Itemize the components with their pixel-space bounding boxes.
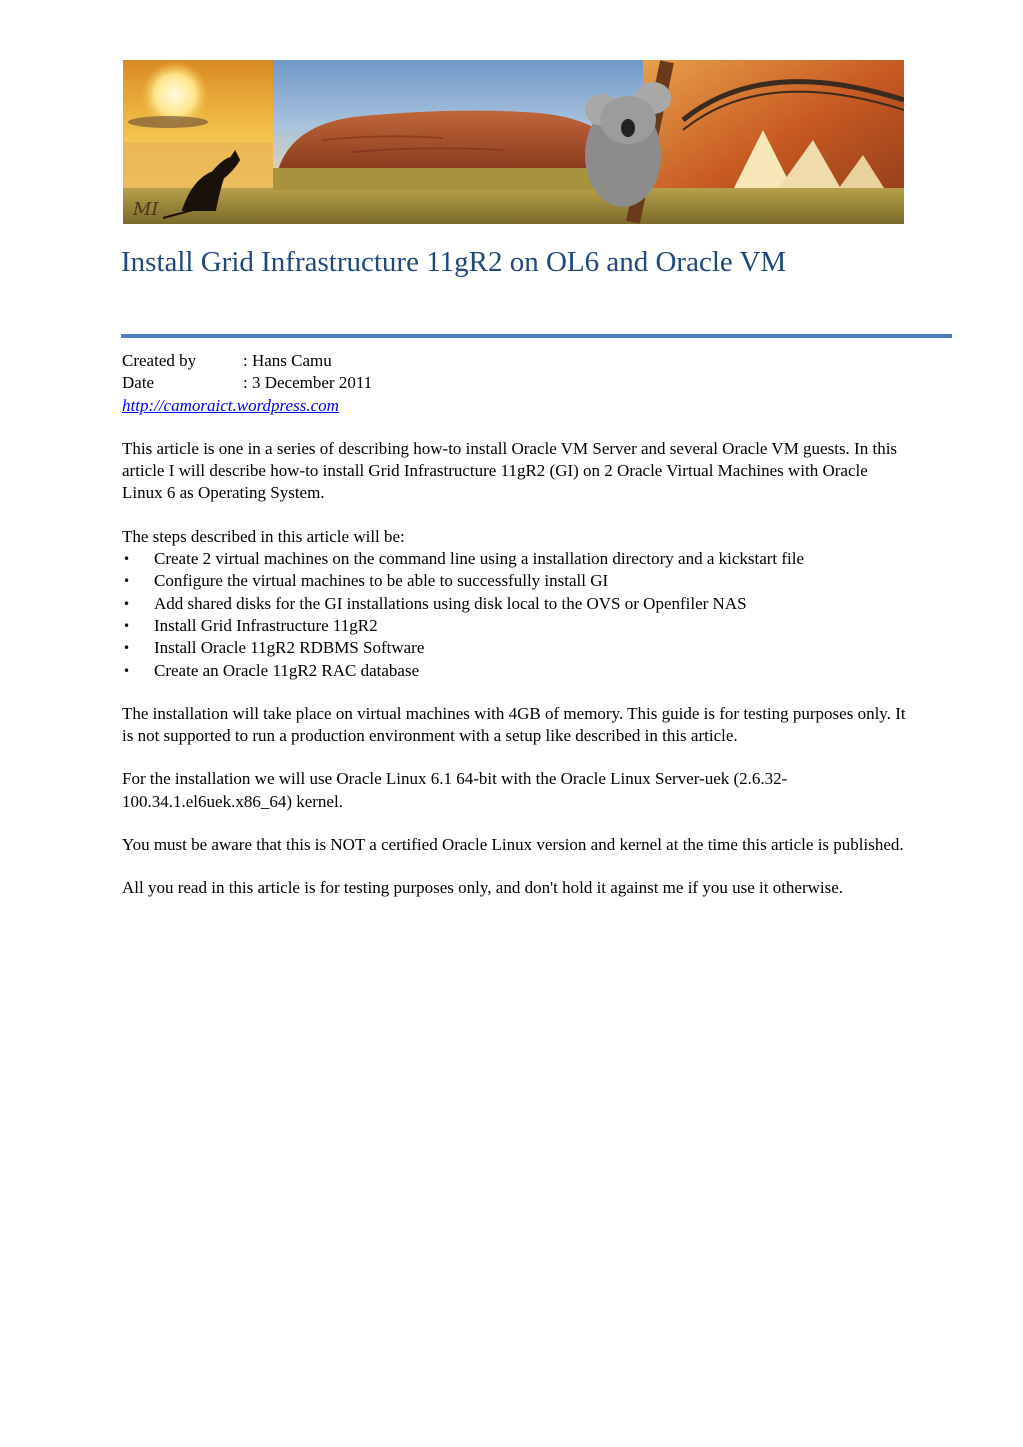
step-text: Add shared disks for the GI installations using disk local to the OVS or Openfiler NAS	[154, 593, 747, 613]
header-banner-image	[123, 60, 904, 224]
bullet-icon: •	[123, 618, 131, 633]
memory-paragraph: The installation will take place on virtual machines with 4GB of memory. This guide is for testing purposes only. It is not supported to run a production environment with a setup like described in this article.	[122, 703, 906, 746]
intro-paragraph: This article is one in a series of describing how-to install Oracle VM Server and several Oracle VM guests. In this article I will describe how-to install Grid Infrastructure 11gR2 (GI) on 2 Oracle Virtual Machines with Oracle Linux 6 as Operating System.	[122, 438, 898, 503]
list-item	[122, 615, 912, 637]
bullet-icon: •	[123, 574, 131, 589]
list-item	[122, 548, 912, 570]
list-item	[122, 637, 912, 659]
blog-link[interactable]: http://camoraict.wordpress.com	[122, 395, 339, 415]
document-title: Install Grid Infrastructure 11gR2 on OL6 and Oracle VM	[121, 246, 787, 278]
created-by-row	[122, 350, 912, 372]
bullet-icon: •	[123, 552, 131, 567]
disclaimer-paragraph: All you read in this article is for testing purposes only, and don't hold it against me if you use it otherwise.	[122, 878, 844, 898]
banner-signature: MI	[133, 199, 159, 220]
created-by-value: : Hans Camu	[243, 351, 332, 370]
bullet-icon: •	[123, 641, 131, 656]
bullet-icon: •	[123, 596, 131, 611]
certification-paragraph: You must be aware that this is NOT a certified Oracle Linux version and kernel at the time this article is published.	[122, 835, 904, 855]
steps-list	[122, 548, 912, 682]
step-text: Install Oracle 11gR2 RDBMS Software	[154, 638, 425, 658]
date-value: : 3 December 2011	[243, 373, 373, 393]
date-label: Date	[122, 373, 155, 393]
steps-intro: The steps described in this article will be:	[122, 526, 405, 546]
step-text: Configure the virtual machines to be able to successfully install GI	[154, 571, 609, 591]
step-text: Create an Oracle 11gR2 RAC database	[154, 660, 420, 680]
date-row	[122, 372, 912, 394]
title-divider	[121, 334, 952, 338]
bullet-icon: •	[123, 663, 131, 678]
document-body	[122, 350, 912, 921]
blog-link-row	[122, 395, 912, 417]
kernel-paragraph: For the installation we will use Oracle Linux 6.1 64-bit with the Oracle Linux Server-uek (2.6.32-100.34.1.el6uek.x86_64) kernel.	[122, 769, 788, 811]
step-text: Create 2 virtual machines on the command line using a installation directory and a kickstart file	[154, 549, 805, 569]
list-item	[122, 570, 912, 592]
list-item	[122, 660, 912, 682]
created-by-label: Created by	[122, 351, 197, 370]
list-item	[122, 593, 912, 615]
document-meta	[122, 350, 912, 417]
step-text: Install Grid Infrastructure 11gR2	[154, 615, 378, 635]
